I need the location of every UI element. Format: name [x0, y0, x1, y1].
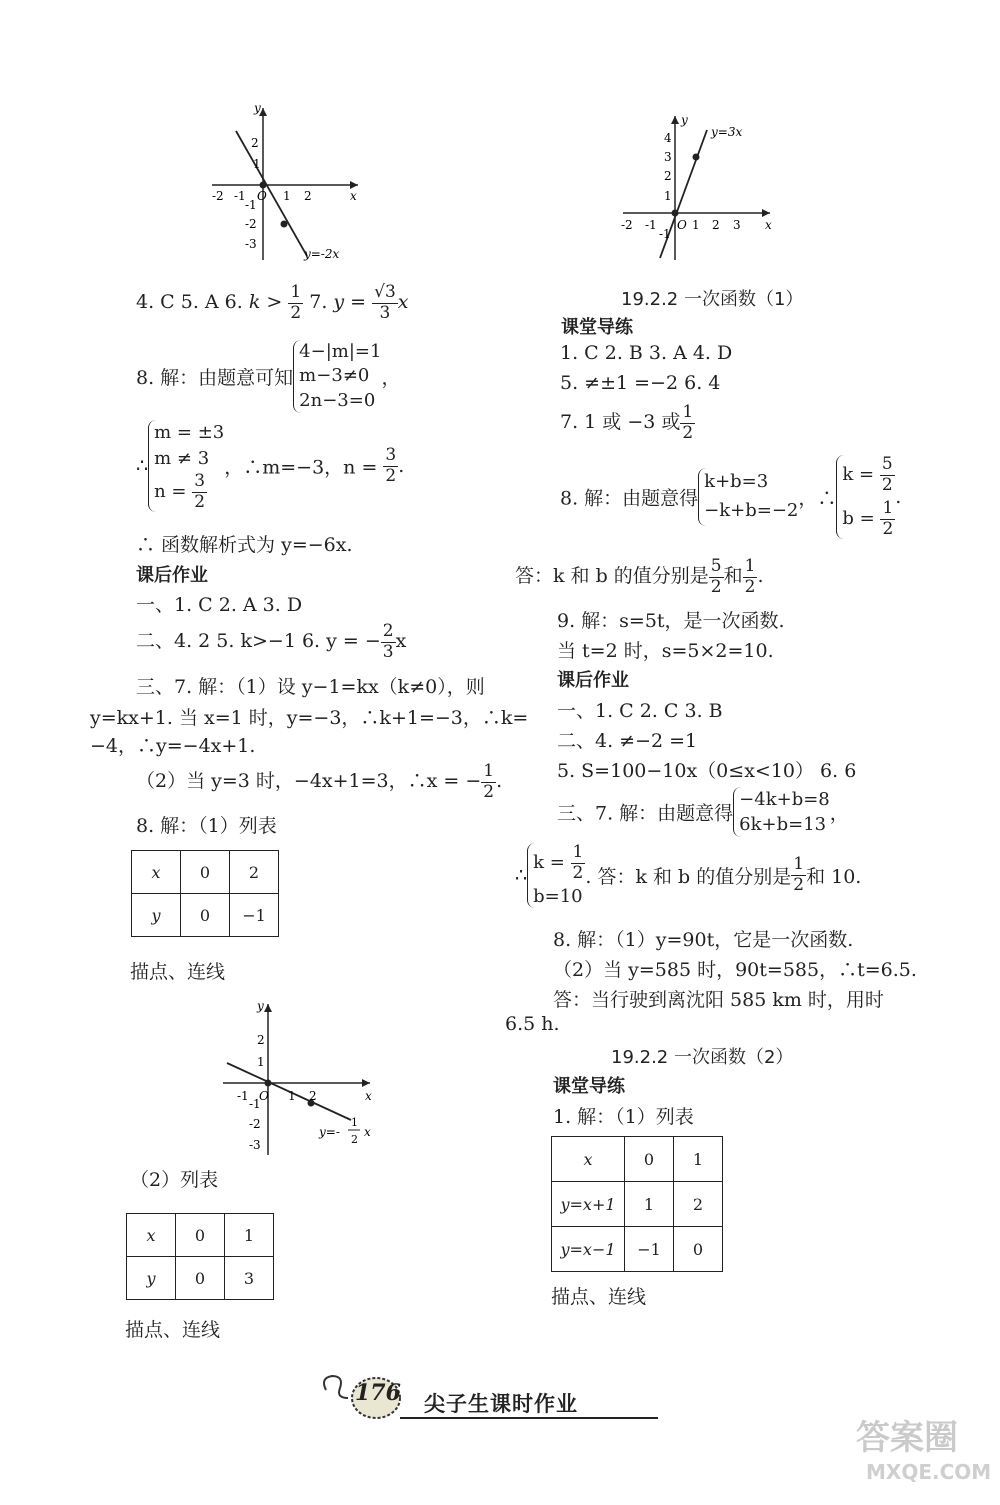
graph-y-neg-half-x — [215, 1000, 380, 1160]
answer-line: 答：当行驶到离沈阳 585 km 时，用时 — [553, 989, 884, 1011]
origin-label: O — [259, 1089, 269, 1103]
value-table: x 0 1 y=x+1 1 2 y=x−1 −1 0 — [551, 1136, 723, 1272]
x-axis-label: x — [765, 218, 772, 232]
x-tick: 1 — [283, 189, 291, 203]
x-tick: -2 — [621, 218, 633, 232]
section-title: 19.2.2 一次函数（2） — [611, 1047, 794, 1068]
answer-line: 一、1. C 2. A 3. D — [136, 594, 303, 616]
y-tick: 4 — [664, 131, 672, 145]
answer-line: 二、4. 2 5. k>−1 6. y = − $\frac{2}{3}$ x — [136, 621, 407, 662]
answer-line: （2）列表 — [130, 1169, 219, 1191]
y-tick: -3 — [245, 237, 257, 251]
x-tick: 2 — [712, 218, 720, 232]
x-tick: 2 — [304, 189, 312, 203]
value-table: x 0 2 y 0 −1 — [131, 850, 279, 937]
line-label: x — [364, 1125, 371, 1139]
answer-line: 一、1. C 2. C 3. B — [557, 700, 723, 722]
graph-y-neg2x — [200, 100, 370, 265]
watermark-url: MXQE.COM — [866, 1460, 992, 1484]
x-tick: -2 — [212, 189, 224, 203]
y-tick: 2 — [257, 1033, 265, 1047]
answer-line: 9. 解：s=5t，是一次函数. — [557, 610, 785, 632]
answer-line: y=kx+1. 当 x=1 时，y=−3，∴k+1=−3，∴k= — [90, 707, 529, 729]
answer-line: 当 t=2 时，s=5×2=10. — [557, 640, 774, 662]
value-table: x 0 1 y 0 3 — [126, 1213, 274, 1300]
answer-line: 6.5 h. — [505, 1013, 560, 1035]
y-tick: 3 — [664, 150, 672, 164]
x-tick: -1 — [234, 189, 246, 203]
section-heading: 课后作业 — [557, 670, 629, 691]
y-tick: -2 — [249, 1117, 261, 1131]
answer-line: 4. C 5. A 6. k > $\frac{1}{2}$ 7. y = $\frac{√3}{3}$ x — [136, 282, 409, 323]
footer-title: 尖子生课时作业 — [424, 1392, 578, 1416]
line-label: 1 — [351, 1116, 358, 1129]
origin-label: O — [257, 189, 267, 203]
answer-line: 1. C 2. B 3. A 4. D — [560, 342, 733, 364]
section-heading: 课后作业 — [136, 565, 208, 586]
answer-line: 7. 1 或 −3 或 $\frac{1}{2}$ — [560, 402, 694, 443]
x-axis-label: x — [350, 189, 357, 203]
answer-line: 8. 解：（1）列表 — [136, 815, 277, 837]
y-tick: 1 — [253, 157, 261, 171]
x-tick: -1 — [237, 1089, 249, 1103]
section-heading: 课堂导练 — [553, 1076, 625, 1097]
line-label: 2 — [351, 1133, 358, 1146]
x-tick: 3 — [733, 218, 741, 232]
answer-line: 5. S=100−10x（0≤x<10） 6. 6 — [557, 760, 857, 782]
y-tick: 1 — [664, 189, 672, 203]
answer-system: ∴ m = ±3 m ≠ 3 n = $\frac{3}{2}$ ，∴m=−3，n = $\frac{3}{2}$ . — [136, 422, 405, 512]
answer-system: 8. 解：由题意可知 4−|m|=1 m−3≠0 2n−3=0 ， — [136, 340, 400, 413]
graph-y-3x — [615, 110, 780, 270]
section-heading: 课堂导练 — [561, 317, 633, 338]
page-number: 176 — [355, 1380, 401, 1406]
x-tick: 2 — [309, 1089, 317, 1103]
answer-line: 二、4. ≠−2 =1 — [557, 730, 698, 752]
y-tick: -1 — [659, 227, 671, 241]
y-tick: -3 — [249, 1138, 261, 1152]
line-label: y=3x — [711, 125, 743, 139]
y-axis-label: y — [681, 113, 688, 127]
answer-line: 8. 解：（1）y=90t，它是一次函数. — [553, 929, 854, 951]
answer-system: 8. 解：由题意得 k+b=3 −k+b=−2 ，∴ k = $\frac{5}{2}$ b = $\frac{1}{2}$ . — [560, 454, 902, 539]
x-tick: 1 — [288, 1089, 296, 1103]
x-tick: 1 — [692, 218, 700, 232]
answer-line: 三、7. 解：（1）设 y−1=kx（k≠0），则 — [136, 676, 485, 698]
y-tick: 2 — [251, 136, 259, 150]
line-label: y=-2x — [304, 247, 340, 261]
watermark-logo: 答案圈 — [856, 1418, 958, 1458]
answer-line: 描点、连线 — [125, 1319, 221, 1341]
origin-label: O — [677, 218, 687, 232]
answer-line: 描点、连线 — [130, 961, 226, 983]
answer-line: ∴ 函数解析式为 y=−6x. — [136, 534, 353, 556]
y-axis-label: y — [257, 1000, 264, 1013]
line-label: y=- — [319, 1125, 340, 1139]
answer-line: 答：k 和 b 的值分别是 $\frac{5}{2}$ 和 $\frac{1}{2}$ . — [515, 556, 764, 597]
x-tick: -1 — [645, 218, 657, 232]
answer-system: 三、7. 解：由题意得 −4k+b=8 6k+b=13 ， — [557, 787, 849, 837]
x-axis-label: x — [365, 1089, 372, 1103]
answer-line: （2）当 y=585 时，90t=585，∴t=6.5. — [553, 959, 917, 981]
y-tick: -1 — [245, 198, 257, 212]
answer-line: 描点、连线 — [551, 1286, 647, 1308]
y-tick: -1 — [249, 1097, 261, 1111]
answer-line: 5. ≠±1 =−2 6. 4 — [560, 372, 721, 394]
answer-line: （2）当 y=3 时，−4x+1=3，∴x = − $\frac{1}{2}$ . — [136, 761, 503, 802]
answer-system: ∴ k = $\frac{1}{2}$ b=10 . 答：k 和 b 的值分别是 $\frac{1}{2}$ 和 10. — [515, 842, 862, 908]
y-tick: 2 — [664, 169, 672, 183]
y-tick: 1 — [257, 1055, 265, 1069]
y-tick: -2 — [245, 217, 257, 231]
section-title: 19.2.2 一次函数（1） — [621, 289, 804, 310]
answer-line: −4，∴y=−4x+1. — [90, 735, 256, 757]
answer-line: 1. 解：（1）列表 — [553, 1106, 694, 1128]
y-axis-label: y — [254, 101, 261, 115]
